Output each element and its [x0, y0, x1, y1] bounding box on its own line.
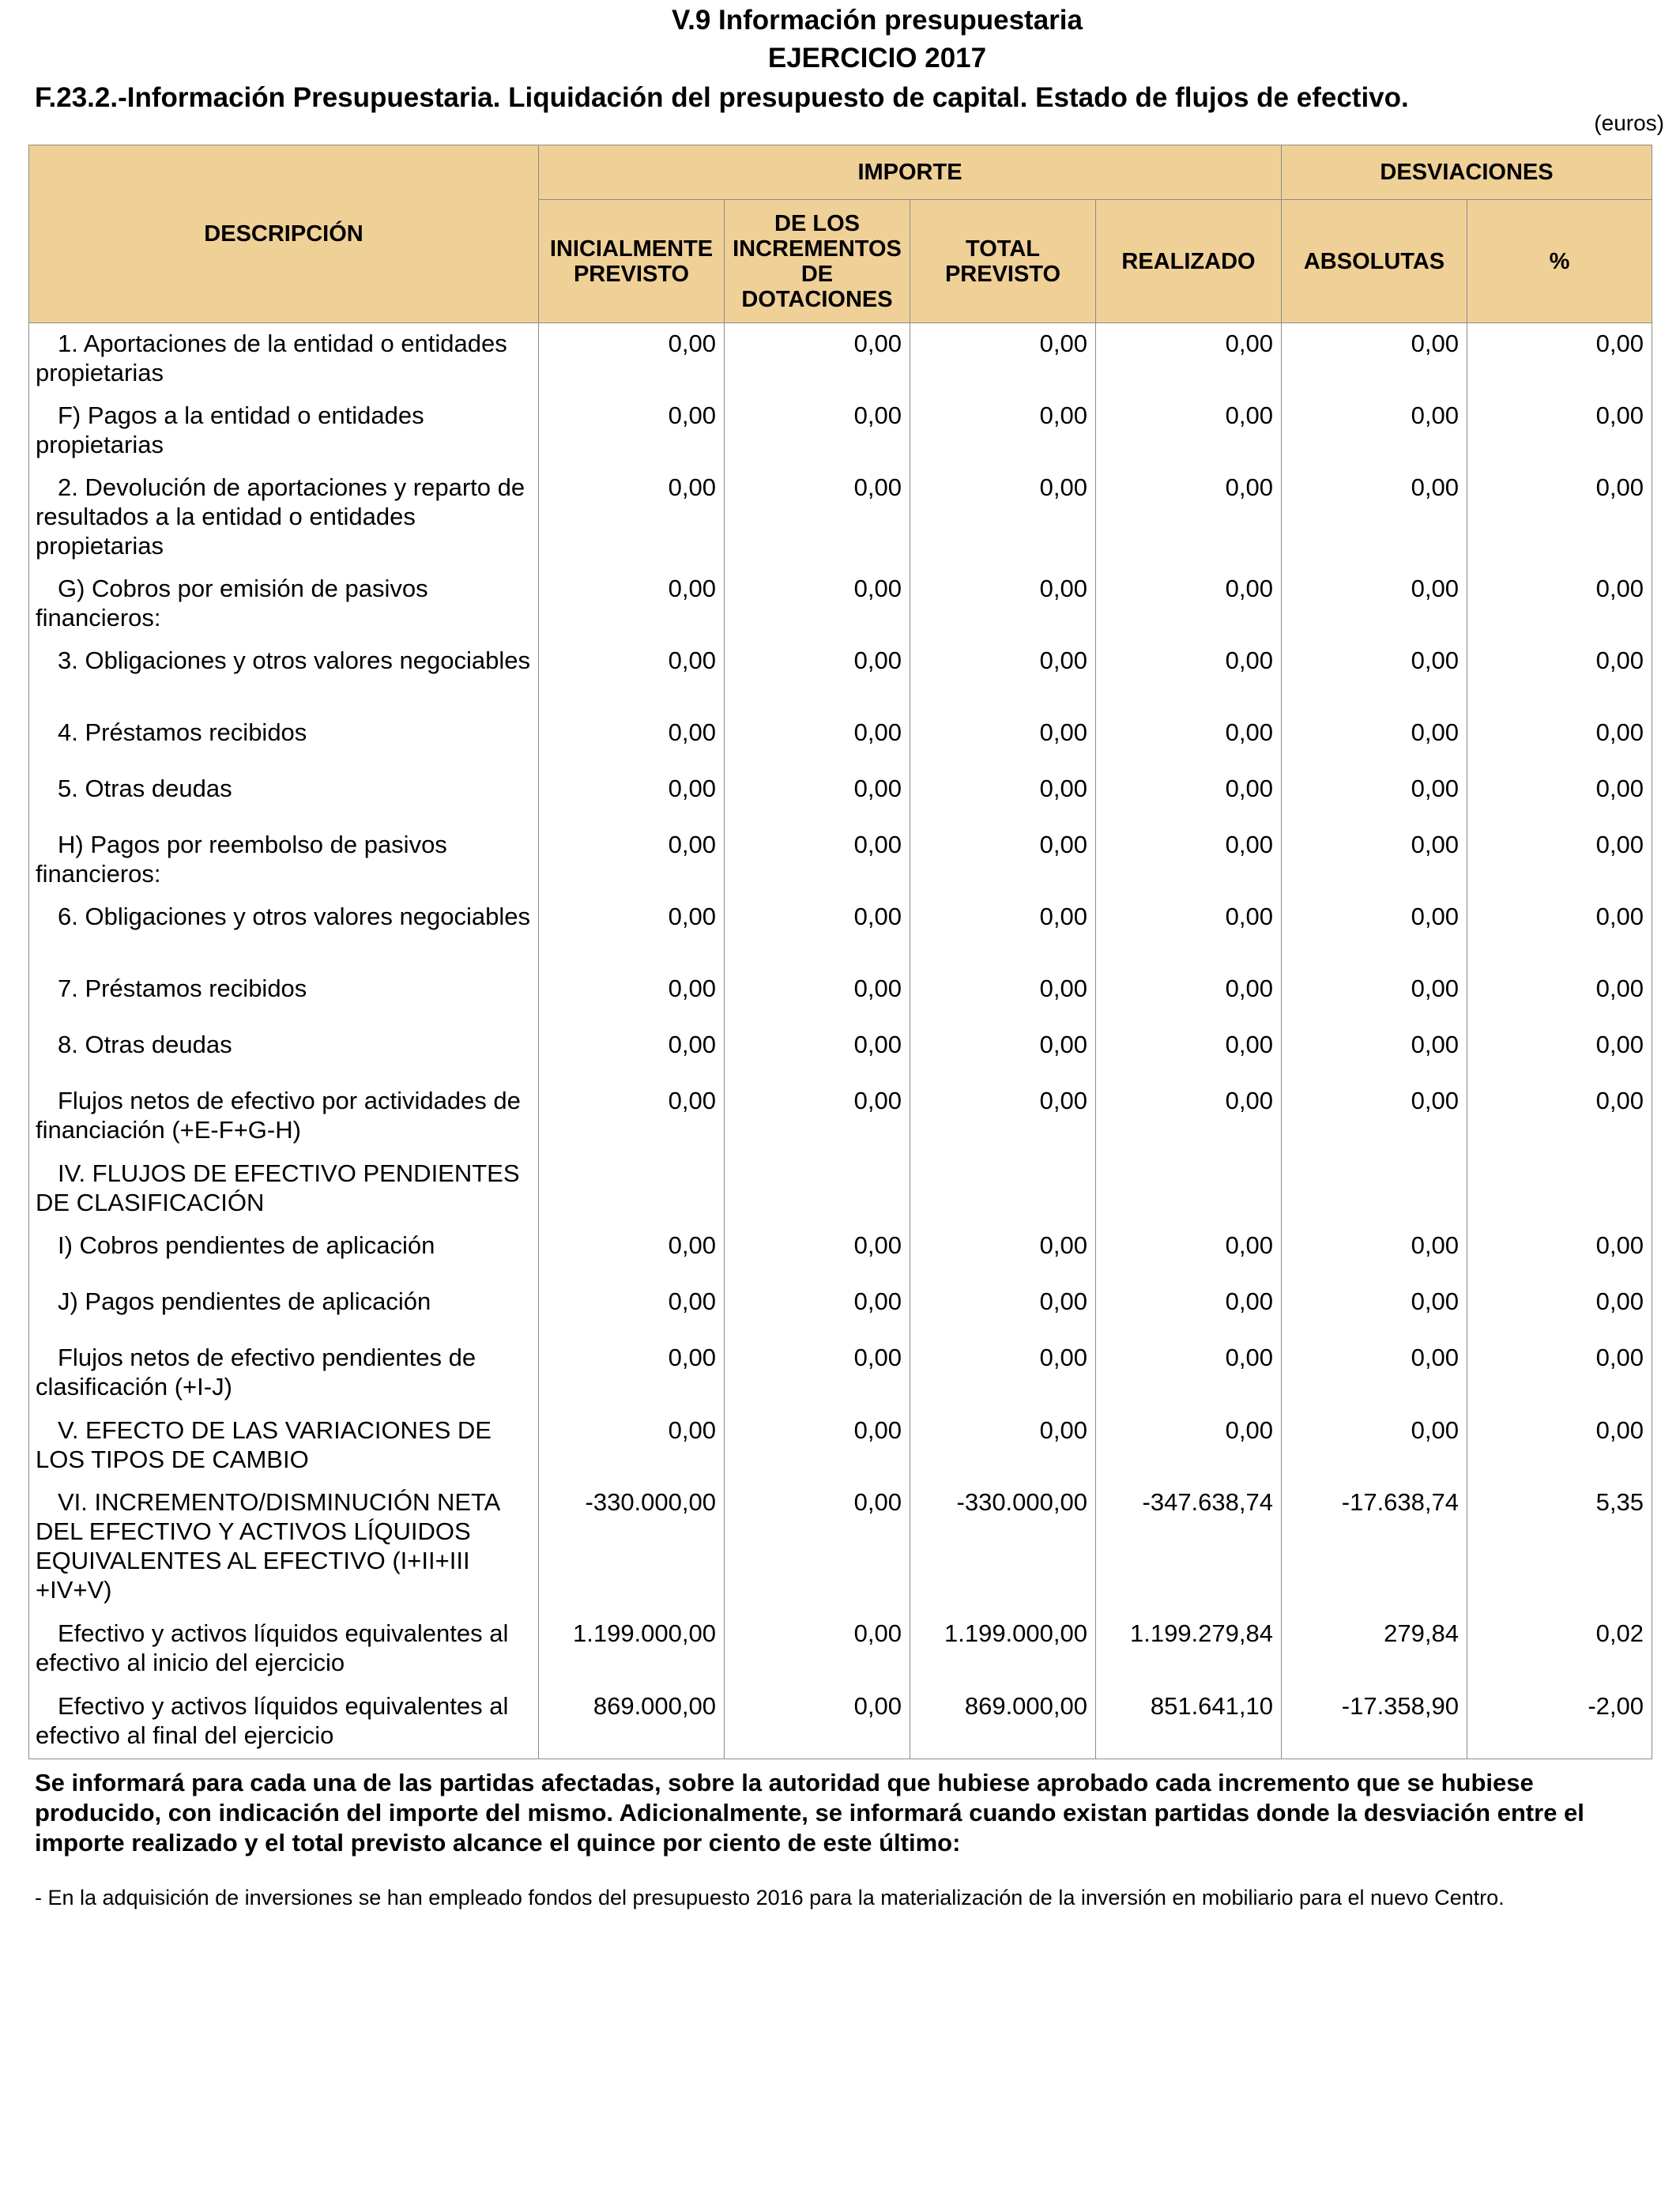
cell-inicial: 0,00	[539, 1337, 725, 1410]
cell-incrementos: 0,00	[725, 1482, 910, 1613]
units-label: (euros)	[1594, 111, 1664, 135]
row-description	[29, 395, 539, 467]
cell-total	[910, 1153, 1096, 1225]
row-label: 4. Préstamos recibidos	[58, 718, 307, 746]
table-row	[29, 1337, 1652, 1410]
cell-inicial: 0,00	[539, 1281, 725, 1337]
cell-absolutas: -17.358,90	[1282, 1686, 1467, 1759]
cell-pct: 0,00	[1467, 323, 1652, 395]
table-row	[29, 968, 1652, 1024]
cell-pct: 0,00	[1467, 968, 1652, 1024]
row-label: Efectivo y activos líquidos equivalentes al efectivo al inicio del ejercicio	[36, 1619, 509, 1676]
cell-total: -330.000,00	[910, 1482, 1096, 1613]
row-label: 8. Otras deudas	[58, 1030, 232, 1058]
row-label: V. EFECTO DE LAS VARIACIONES DE LOS TIPOS DE CAMBIO	[36, 1416, 492, 1473]
cell-total: 0,00	[910, 323, 1096, 395]
report-subtitle: F.23.2.-Información Presupuestaria. Liquidación del presupuesto de capital. Estado de flujos de efectivo.	[35, 82, 1409, 113]
header-importe: IMPORTE	[539, 145, 1282, 200]
table-row	[29, 323, 1652, 395]
cell-inicial: 0,00	[539, 1080, 725, 1153]
cell-incrementos: 0,00	[725, 395, 910, 467]
row-description	[29, 1225, 539, 1281]
row-label: 7. Préstamos recibidos	[58, 974, 307, 1002]
cell-absolutas: 0,00	[1282, 1410, 1467, 1482]
cell-absolutas: 0,00	[1282, 467, 1467, 568]
cell-inicial: 0,00	[539, 640, 725, 712]
row-description	[29, 1337, 539, 1410]
cell-incrementos: 0,00	[725, 1337, 910, 1410]
row-label: J) Pagos pendientes de aplicación	[58, 1287, 431, 1315]
cell-pct: 0,00	[1467, 824, 1652, 896]
cell-pct: 0,00	[1467, 640, 1652, 712]
cell-realizado: 0,00	[1096, 1281, 1282, 1337]
cell-incrementos: 0,00	[725, 323, 910, 395]
cell-absolutas: 0,00	[1282, 640, 1467, 712]
cell-realizado: 0,00	[1096, 323, 1282, 395]
cell-absolutas: 0,00	[1282, 768, 1467, 824]
cell-incrementos	[725, 1153, 910, 1225]
cell-realizado	[1096, 1153, 1282, 1225]
cell-incrementos: 0,00	[725, 568, 910, 640]
cell-realizado: 0,00	[1096, 824, 1282, 896]
cell-pct	[1467, 1153, 1652, 1225]
table-row	[29, 1482, 1652, 1613]
cell-incrementos: 0,00	[725, 1225, 910, 1281]
table-row	[29, 768, 1652, 824]
table-row	[29, 1281, 1652, 1337]
cell-realizado: 1.199.279,84	[1096, 1613, 1282, 1686]
cell-total: 0,00	[910, 1225, 1096, 1281]
cell-absolutas: 0,00	[1282, 824, 1467, 896]
row-description	[29, 467, 539, 568]
cell-incrementos: 0,00	[725, 1080, 910, 1153]
cell-inicial: 0,00	[539, 824, 725, 896]
cell-pct: 0,00	[1467, 395, 1652, 467]
cell-pct: 0,00	[1467, 712, 1652, 768]
cell-realizado: 0,00	[1096, 1225, 1282, 1281]
cell-pct: 5,35	[1467, 1482, 1652, 1613]
cell-incrementos: 0,00	[725, 1281, 910, 1337]
table-row	[29, 1080, 1652, 1153]
cell-pct: 0,00	[1467, 1337, 1652, 1410]
cell-total: 0,00	[910, 395, 1096, 467]
row-description	[29, 1153, 539, 1225]
cell-realizado: 0,00	[1096, 568, 1282, 640]
cell-pct: 0,02	[1467, 1613, 1652, 1686]
cell-inicial: -330.000,00	[539, 1482, 725, 1613]
cash-flow-table	[28, 145, 1652, 1759]
cell-pct: 0,00	[1467, 1080, 1652, 1153]
cell-pct: 0,00	[1467, 1024, 1652, 1080]
cell-total: 0,00	[910, 640, 1096, 712]
table-row	[29, 640, 1652, 712]
cell-inicial: 0,00	[539, 395, 725, 467]
cell-total: 0,00	[910, 768, 1096, 824]
cell-realizado: 0,00	[1096, 467, 1282, 568]
cell-inicial: 0,00	[539, 467, 725, 568]
cell-total: 0,00	[910, 896, 1096, 968]
cell-total: 0,00	[910, 1410, 1096, 1482]
row-label: 6. Obligaciones y otros valores negociables	[58, 902, 530, 930]
cell-incrementos: 0,00	[725, 1613, 910, 1686]
row-description	[29, 896, 539, 968]
cell-total: 0,00	[910, 712, 1096, 768]
cell-realizado: 0,00	[1096, 1410, 1282, 1482]
row-description	[29, 1410, 539, 1482]
header-inicial: INICIALMENTE PREVISTO	[539, 200, 725, 323]
cell-absolutas: 279,84	[1282, 1613, 1467, 1686]
table-row	[29, 1153, 1652, 1225]
cell-absolutas: 0,00	[1282, 568, 1467, 640]
row-label: 2. Devolución de aportaciones y reparto de resultados a la entidad o entidades propietarias	[36, 473, 525, 560]
row-description	[29, 968, 539, 1024]
cell-absolutas: 0,00	[1282, 1080, 1467, 1153]
row-description	[29, 1482, 539, 1613]
cell-total: 869.000,00	[910, 1686, 1096, 1759]
table-row	[29, 1613, 1652, 1686]
cell-total: 0,00	[910, 1337, 1096, 1410]
row-description	[29, 1024, 539, 1080]
row-description	[29, 323, 539, 395]
cell-pct: 0,00	[1467, 1225, 1652, 1281]
cell-absolutas: 0,00	[1282, 1225, 1467, 1281]
cell-absolutas: 0,00	[1282, 395, 1467, 467]
cell-incrementos: 0,00	[725, 824, 910, 896]
row-label: 1. Aportaciones de la entidad o entidades propietarias	[36, 330, 507, 386]
cell-inicial: 1.199.000,00	[539, 1613, 725, 1686]
table-row	[29, 1410, 1652, 1482]
cell-incrementos: 0,00	[725, 1410, 910, 1482]
cell-realizado: 0,00	[1096, 395, 1282, 467]
header-absolutas: ABSOLUTAS	[1282, 200, 1467, 323]
cell-total: 0,00	[910, 1024, 1096, 1080]
cell-pct: 0,00	[1467, 896, 1652, 968]
cell-incrementos: 0,00	[725, 1686, 910, 1759]
cell-pct: 0,00	[1467, 467, 1652, 568]
row-description	[29, 640, 539, 712]
cell-pct: 0,00	[1467, 568, 1652, 640]
header-pct: %	[1467, 200, 1652, 323]
cell-incrementos: 0,00	[725, 896, 910, 968]
header-descripcion: DESCRIPCIÓN	[29, 145, 539, 323]
cell-total: 0,00	[910, 968, 1096, 1024]
cell-absolutas: 0,00	[1282, 323, 1467, 395]
header-realizado: REALIZADO	[1096, 200, 1282, 323]
cell-realizado: 851.641,10	[1096, 1686, 1282, 1759]
row-label: IV. FLUJOS DE EFECTIVO PENDIENTES DE CLASIFICACIÓN	[36, 1159, 520, 1216]
cell-inicial: 0,00	[539, 896, 725, 968]
table-row	[29, 824, 1652, 896]
row-description	[29, 1613, 539, 1686]
row-label: VI. INCREMENTO/DISMINUCIÓN NETA DEL EFECTIVO Y ACTIVOS LÍQUIDOS EQUIVALENTES AL EFECTIVO (I+II+III +IV+V)	[36, 1487, 499, 1604]
cell-absolutas: 0,00	[1282, 1337, 1467, 1410]
table-row	[29, 896, 1652, 968]
table-row	[29, 568, 1652, 640]
cell-inicial: 0,00	[539, 768, 725, 824]
cell-inicial: 0,00	[539, 1024, 725, 1080]
cell-realizado: 0,00	[1096, 968, 1282, 1024]
cell-inicial: 0,00	[539, 323, 725, 395]
row-label: Flujos netos de efectivo pendientes de clasificación (+I-J)	[36, 1343, 477, 1400]
cell-inicial	[539, 1153, 725, 1225]
page-title: V.9 Información presupuestaria	[672, 5, 1083, 36]
table-row	[29, 1686, 1652, 1759]
cell-inicial: 0,00	[539, 1225, 725, 1281]
cell-pct: 0,00	[1467, 1410, 1652, 1482]
cell-inicial: 869.000,00	[539, 1686, 725, 1759]
row-label: Efectivo y activos líquidos equivalentes al efectivo al final del ejercicio	[36, 1691, 509, 1749]
cell-realizado: 0,00	[1096, 712, 1282, 768]
row-label: Flujos netos de efectivo por actividades de financiación (+E-F+G-H)	[36, 1086, 521, 1144]
cell-pct: -2,00	[1467, 1686, 1652, 1759]
row-description	[29, 824, 539, 896]
row-label: G) Cobros por emisión de pasivos financieros:	[36, 574, 428, 631]
cell-incrementos: 0,00	[725, 640, 910, 712]
table-row	[29, 395, 1652, 467]
cell-total: 0,00	[910, 568, 1096, 640]
cell-inicial: 0,00	[539, 712, 725, 768]
cell-inicial: 0,00	[539, 1410, 725, 1482]
cell-realizado: 0,00	[1096, 1337, 1282, 1410]
cell-inicial: 0,00	[539, 568, 725, 640]
cell-absolutas: 0,00	[1282, 712, 1467, 768]
cell-total: 0,00	[910, 1080, 1096, 1153]
cell-total: 0,00	[910, 467, 1096, 568]
row-label: I) Cobros pendientes de aplicación	[58, 1231, 435, 1259]
row-description	[29, 1281, 539, 1337]
cell-absolutas: -17.638,74	[1282, 1482, 1467, 1613]
cell-realizado: 0,00	[1096, 1080, 1282, 1153]
cell-pct: 0,00	[1467, 1281, 1652, 1337]
cell-realizado: 0,00	[1096, 640, 1282, 712]
cell-realizado: 0,00	[1096, 768, 1282, 824]
header-total: TOTAL PREVISTO	[910, 200, 1096, 323]
row-label: 3. Obligaciones y otros valores negociables	[58, 646, 530, 674]
comment-note: - En la adquisición de inversiones se han empleado fondos del presupuesto 2016 para la materialización de la inversión en mobiliario para el nuevo Centro.	[35, 1886, 1505, 1909]
exercise-year: EJERCICIO 2017	[767, 43, 987, 74]
table-row	[29, 1225, 1652, 1281]
cell-absolutas: 0,00	[1282, 968, 1467, 1024]
row-label: H) Pagos por reembolso de pasivos financieros:	[36, 830, 447, 888]
cell-pct: 0,00	[1467, 768, 1652, 824]
cell-realizado: 0,00	[1096, 1024, 1282, 1080]
row-description	[29, 568, 539, 640]
header-desviaciones: DESVIACIONES	[1282, 145, 1652, 200]
row-description	[29, 1686, 539, 1759]
cell-incrementos: 0,00	[725, 712, 910, 768]
cell-realizado: -347.638,74	[1096, 1482, 1282, 1613]
cell-absolutas: 0,00	[1282, 1281, 1467, 1337]
table-row	[29, 712, 1652, 768]
table-row	[29, 1024, 1652, 1080]
cell-realizado: 0,00	[1096, 896, 1282, 968]
row-label: F) Pagos a la entidad o entidades propietarias	[36, 401, 424, 458]
header-incrementos: DE LOS INCREMENTOS DE DOTACIONES	[725, 200, 910, 323]
cell-incrementos: 0,00	[725, 768, 910, 824]
row-description	[29, 1080, 539, 1153]
cell-absolutas	[1282, 1153, 1467, 1225]
row-label: 5. Otras deudas	[58, 774, 232, 802]
cell-incrementos: 0,00	[725, 968, 910, 1024]
table-row	[29, 467, 1652, 568]
cell-incrementos: 0,00	[725, 1024, 910, 1080]
row-description	[29, 768, 539, 824]
cell-inicial: 0,00	[539, 968, 725, 1024]
cell-incrementos: 0,00	[725, 467, 910, 568]
table-body	[29, 323, 1652, 1759]
cell-total: 1.199.000,00	[910, 1613, 1096, 1686]
cell-absolutas: 0,00	[1282, 1024, 1467, 1080]
cell-total: 0,00	[910, 824, 1096, 896]
instruction-note: Se informará para cada una de las partidas afectadas, sobre la autoridad que hubiese aprobado cada incremento que se hubiese producido, con indicación del importe del mismo. Adicionalmente, se informará cuando existan partidas donde la desviación entre el importe realizado y el total previsto alcance el quince por ciento de este último:	[35, 1769, 1584, 1857]
row-description	[29, 712, 539, 768]
cell-total: 0,00	[910, 1281, 1096, 1337]
cell-absolutas: 0,00	[1282, 896, 1467, 968]
